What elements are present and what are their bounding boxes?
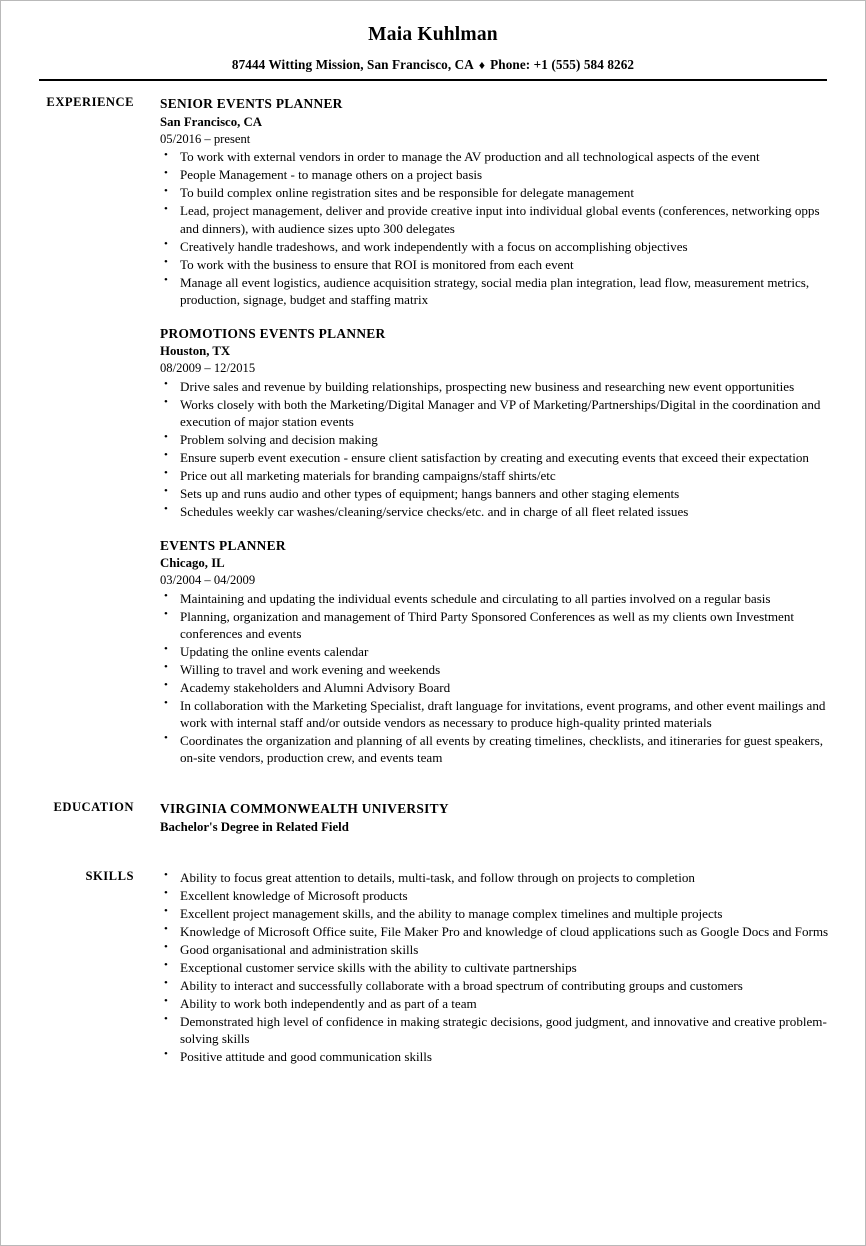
section-label-column-education bbox=[1, 800, 134, 816]
skills-bullet-list bbox=[160, 869, 837, 1065]
job-bullet-list bbox=[160, 148, 837, 307]
section-label-education: EDUCATION bbox=[53, 799, 134, 814]
job-title: PROMOTIONS EVENTS PLANNER bbox=[160, 325, 386, 341]
job-bullet: • Coordinates the organization and planning of all events by creating timelines, checklists, and itineraries for guest speakers, on-site vendors, production crew, and events team bbox=[160, 732, 837, 766]
job-location: Houston, TX bbox=[160, 344, 231, 358]
skill-bullet: • Knowledge of Microsoft Office suite, File Maker Pro and knowledge of cloud applications such as Google Docs and Forms bbox=[160, 923, 837, 940]
resume-page-inner bbox=[1, 1, 865, 1245]
job-bullet: • Lead, project management, deliver and provide creative input into individual global events (conferences, networking opps and dinners), with audience sizes upto 300 delegates bbox=[160, 202, 837, 236]
skill-bullet: • Positive attitude and good communication skills bbox=[160, 1048, 837, 1065]
education-degree: Bachelor's Degree in Related Field bbox=[160, 820, 349, 835]
section-label-column-skills bbox=[1, 869, 134, 885]
skill-bullet: • Ability to work both independently and as part of a team bbox=[160, 995, 837, 1012]
section-skills bbox=[1, 869, 837, 1066]
section-body-education bbox=[134, 800, 837, 837]
contact-line bbox=[1, 57, 865, 73]
section-label-experience: EXPERIENCE bbox=[46, 95, 134, 110]
job-bullet-list bbox=[160, 590, 837, 766]
contact-phone: Phone: +1 (555) 584 8262 bbox=[490, 57, 635, 73]
job-dates: 05/2016 – present bbox=[160, 132, 251, 147]
skill-bullet: • Demonstrated high level of confidence in making strategic decisions, good judgment, and innovative and creative problem-solving skills bbox=[160, 1013, 837, 1047]
skill-bullet: • Ability to interact and successfully collaborate with a broad spectrum of contributing groups and customers bbox=[160, 977, 837, 994]
section-education bbox=[1, 800, 837, 837]
job-bullet: • Manage all event logistics, audience acquisition strategy, social media plan integration, lead flow, measurement metrics, production, signage, budget and staffing matrix bbox=[160, 274, 837, 308]
job-title: EVENTS PLANNER bbox=[160, 537, 286, 553]
job-bullet: • Price out all marketing materials for branding campaigns/staff shirts/etc bbox=[160, 467, 837, 484]
education-school: VIRGINIA COMMONWEALTH UNIVERSITY bbox=[160, 800, 449, 816]
job-bullet: • In collaboration with the Marketing Specialist, draft language for invitations, event programs, and other event mailings and work with internal staff and/or outside vendors as necessary to produce high-quality printed materials bbox=[160, 697, 837, 731]
skill-bullet: • Excellent knowledge of Microsoft products bbox=[160, 887, 837, 904]
section-label-column-experience bbox=[1, 95, 134, 111]
job-bullet: • Willing to travel and work evening and weekends bbox=[160, 661, 837, 678]
contact-address: 87444 Witting Mission, San Francisco, CA bbox=[231, 57, 474, 73]
section-label-skills: SKILLS bbox=[85, 868, 134, 883]
job-dates: 08/2009 – 12/2015 bbox=[160, 361, 256, 376]
skill-bullet: • Excellent project management skills, and the ability to manage complex timelines and multiple projects bbox=[160, 905, 837, 922]
job-bullet: • Maintaining and updating the individual events schedule and circulating to all parties involved on a regular basis bbox=[160, 590, 837, 607]
job-bullet: • Drive sales and revenue by building relationships, prospecting new business and researching new event opportunities bbox=[160, 378, 837, 395]
job-entry bbox=[160, 95, 837, 307]
section-experience bbox=[1, 95, 837, 767]
job-entry bbox=[160, 537, 837, 766]
job-bullet: • Ensure superb event execution - ensure client satisfaction by creating and executing events that exceed their expectation bbox=[160, 449, 837, 466]
job-bullet: • Academy stakeholders and Alumni Advisory Board bbox=[160, 679, 837, 696]
resume-header bbox=[1, 1, 865, 81]
job-bullet: • Sets up and runs audio and other types of equipment; hangs banners and other staging elements bbox=[160, 485, 837, 502]
skill-bullet: • Exceptional customer service skills with the ability to cultivate partnerships bbox=[160, 959, 837, 976]
resume-content bbox=[1, 81, 865, 1065]
job-bullet: • Problem solving and decision making bbox=[160, 431, 837, 448]
job-bullet: • To build complex online registration sites and be responsible for delegate management bbox=[160, 184, 837, 201]
candidate-name: Maia Kuhlman bbox=[368, 24, 498, 45]
job-bullet: • To work with the business to ensure that ROI is monitored from each event bbox=[160, 256, 837, 273]
job-bullet: • To work with external vendors in order to manage the AV production and all technological aspects of the event bbox=[160, 148, 837, 165]
job-entry bbox=[160, 325, 837, 520]
skill-bullet: • Good organisational and administration skills bbox=[160, 941, 837, 958]
job-bullet: • Creatively handle tradeshows, and work independently with a focus on accomplishing objectives bbox=[160, 238, 837, 255]
job-bullet-list bbox=[160, 378, 837, 520]
job-location: Chicago, IL bbox=[160, 556, 225, 571]
job-bullet: • Planning, organization and management of Third Party Sponsored Conferences as well as my clients own Investment conferences and events bbox=[160, 608, 837, 642]
job-bullet: • Updating the online events calendar bbox=[160, 643, 837, 660]
skill-bullet: • Ability to focus great attention to details, multi-task, and follow through on projects to completion bbox=[160, 869, 837, 886]
job-dates: 03/2004 – 04/2009 bbox=[160, 573, 256, 588]
job-location: San Francisco, CA bbox=[160, 114, 263, 129]
job-bullet: • Works closely with both the Marketing/Digital Manager and VP of Marketing/Partnerships/Digital in the coordination and execution of major station events bbox=[160, 396, 837, 430]
job-bullet: • Schedules weekly car washes/cleaning/service checks/etc. and in charge of all fleet related issues bbox=[160, 503, 837, 520]
section-body-experience bbox=[134, 95, 837, 767]
section-body-skills bbox=[134, 869, 837, 1066]
job-title: SENIOR EVENTS PLANNER bbox=[160, 96, 343, 112]
job-bullet: • People Management - to manage others on a project basis bbox=[160, 166, 837, 183]
diamond-separator-icon: ♦ bbox=[478, 58, 486, 73]
